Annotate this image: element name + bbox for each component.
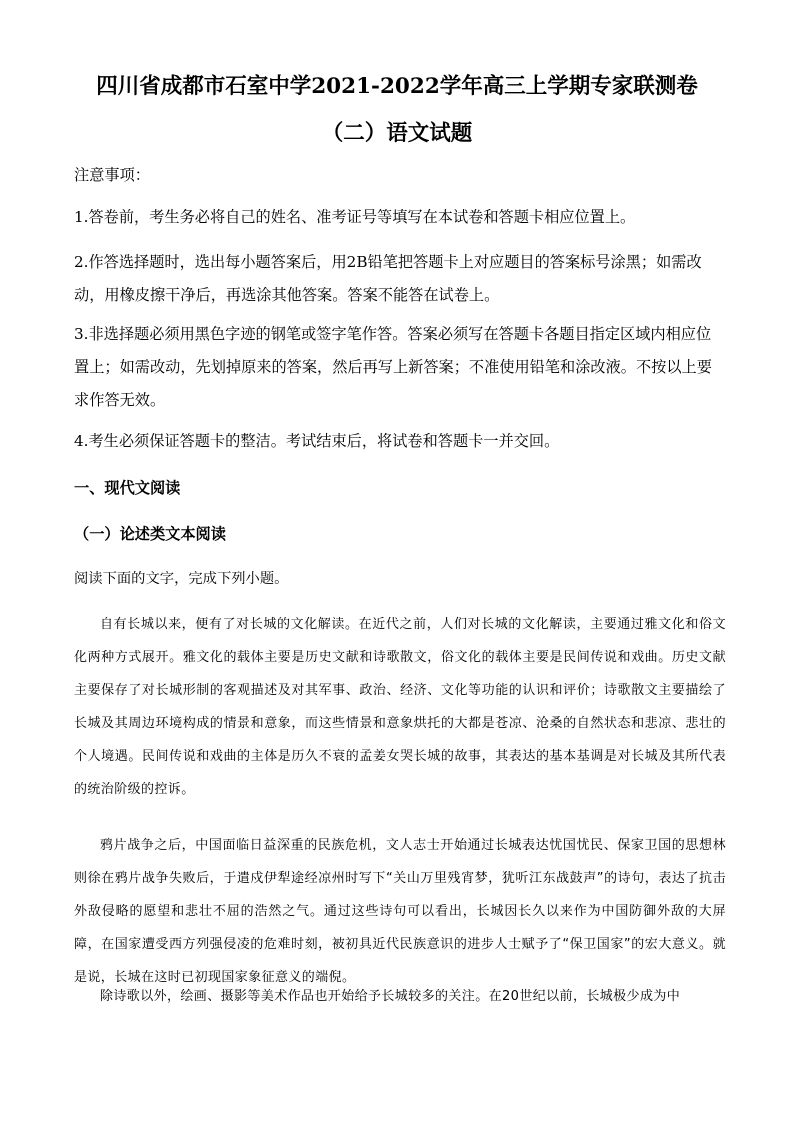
reading-instruction: 阅读下面的文字，完成下列小题。 [74,571,289,587]
passage-paragraph-1: 自有长城以来，便有了对长城的文化解读。在近代之前，人们对长城的文化解读，主要通过雅文化和俗文化两种方式展开。雅文化的载体主要是历史文献和诗歌散文，俗文化的载体主要是民间传说和戏曲。历史文献主要保存了对长城形制的客观描述及对其军事、政治、经济、文化等功能的认识和评价；诗歌散文主要描绘了长城及其周边环境构成的情景和意象，而这些情景和意象烘托的大都是苍凉、沧桑的自然状态和悲凉、悲壮的个人境遇。民间传说和戏曲的主体是历久不衰的孟姜女哭长城的故事，其表达的基本基调是对长城及其所代表的统治阶级的控诉。 [74,617,726,797]
subsection-heading: （一）论述类文本阅读 [74,525,226,543]
passage-paragraph-2: 鸦片战争之后，中国面临日益深重的民族危机，文人志士开始通过长城表达忧国忧民、保家卫国的思想林则徐在鸦片战争失败后，于遣戍伊犁途经凉州时写下“关山万里残宵梦，犹听江东战鼓声”的诗句，表达了抗击外敌侵略的愿望和悲壮不屈的浩然之气。通过这些诗句可以看出，长城因长久以来作为中国防御外敌的大屏障，在国家遭受西方列强侵凌的危难时刻，被初具近代民族意识的进步人士赋予了“保卫国家”的宏大意义。就是说，长城在这时已初现国家象征意义的端倪。 [74,838,726,985]
notice-heading: 注意事项： [74,166,150,184]
exam-subtitle: （二）语文试题 [321,121,473,146]
notice-item-2: 2.作答选择题时，选出每小题答案后，用2B铅笔把答题卡上对应题目的答案标号涂黑；如需改动，用橡皮擦干净后，再选涂其他答案。答案不能答在试卷上。 [74,253,702,304]
passage-paragraph-3: 除诗歌以外，绘画、摄影等美术作品也开始给予长城较多的关注。在20世纪以前，长城极少成为中 [100,989,681,1004]
notice-item-4: 4.考生必须保证答题卡的整洁。考试结束后，将试卷和答题卡一并交回。 [74,432,560,450]
notice-item-1: 1.答卷前，考生务必将自己的姓名、准考证号等填写在本试卷和答题卡相应位置上。 [74,208,636,226]
exam-title: 四川省成都市石室中学2021-2022学年高三上学期专家联测卷 [96,74,698,99]
notice-item-3: 3.非选择题必须用黑色字迹的钢笔或签字笔作答。答案必须写在答题卡各题目指定区域内相应位置上；如需改动，先划掉原来的答案，然后再写上新答案；不准使用铅笔和涂改液。不按以上要求作答无效。 [74,325,712,409]
section-heading: 一、现代文阅读 [74,479,181,497]
